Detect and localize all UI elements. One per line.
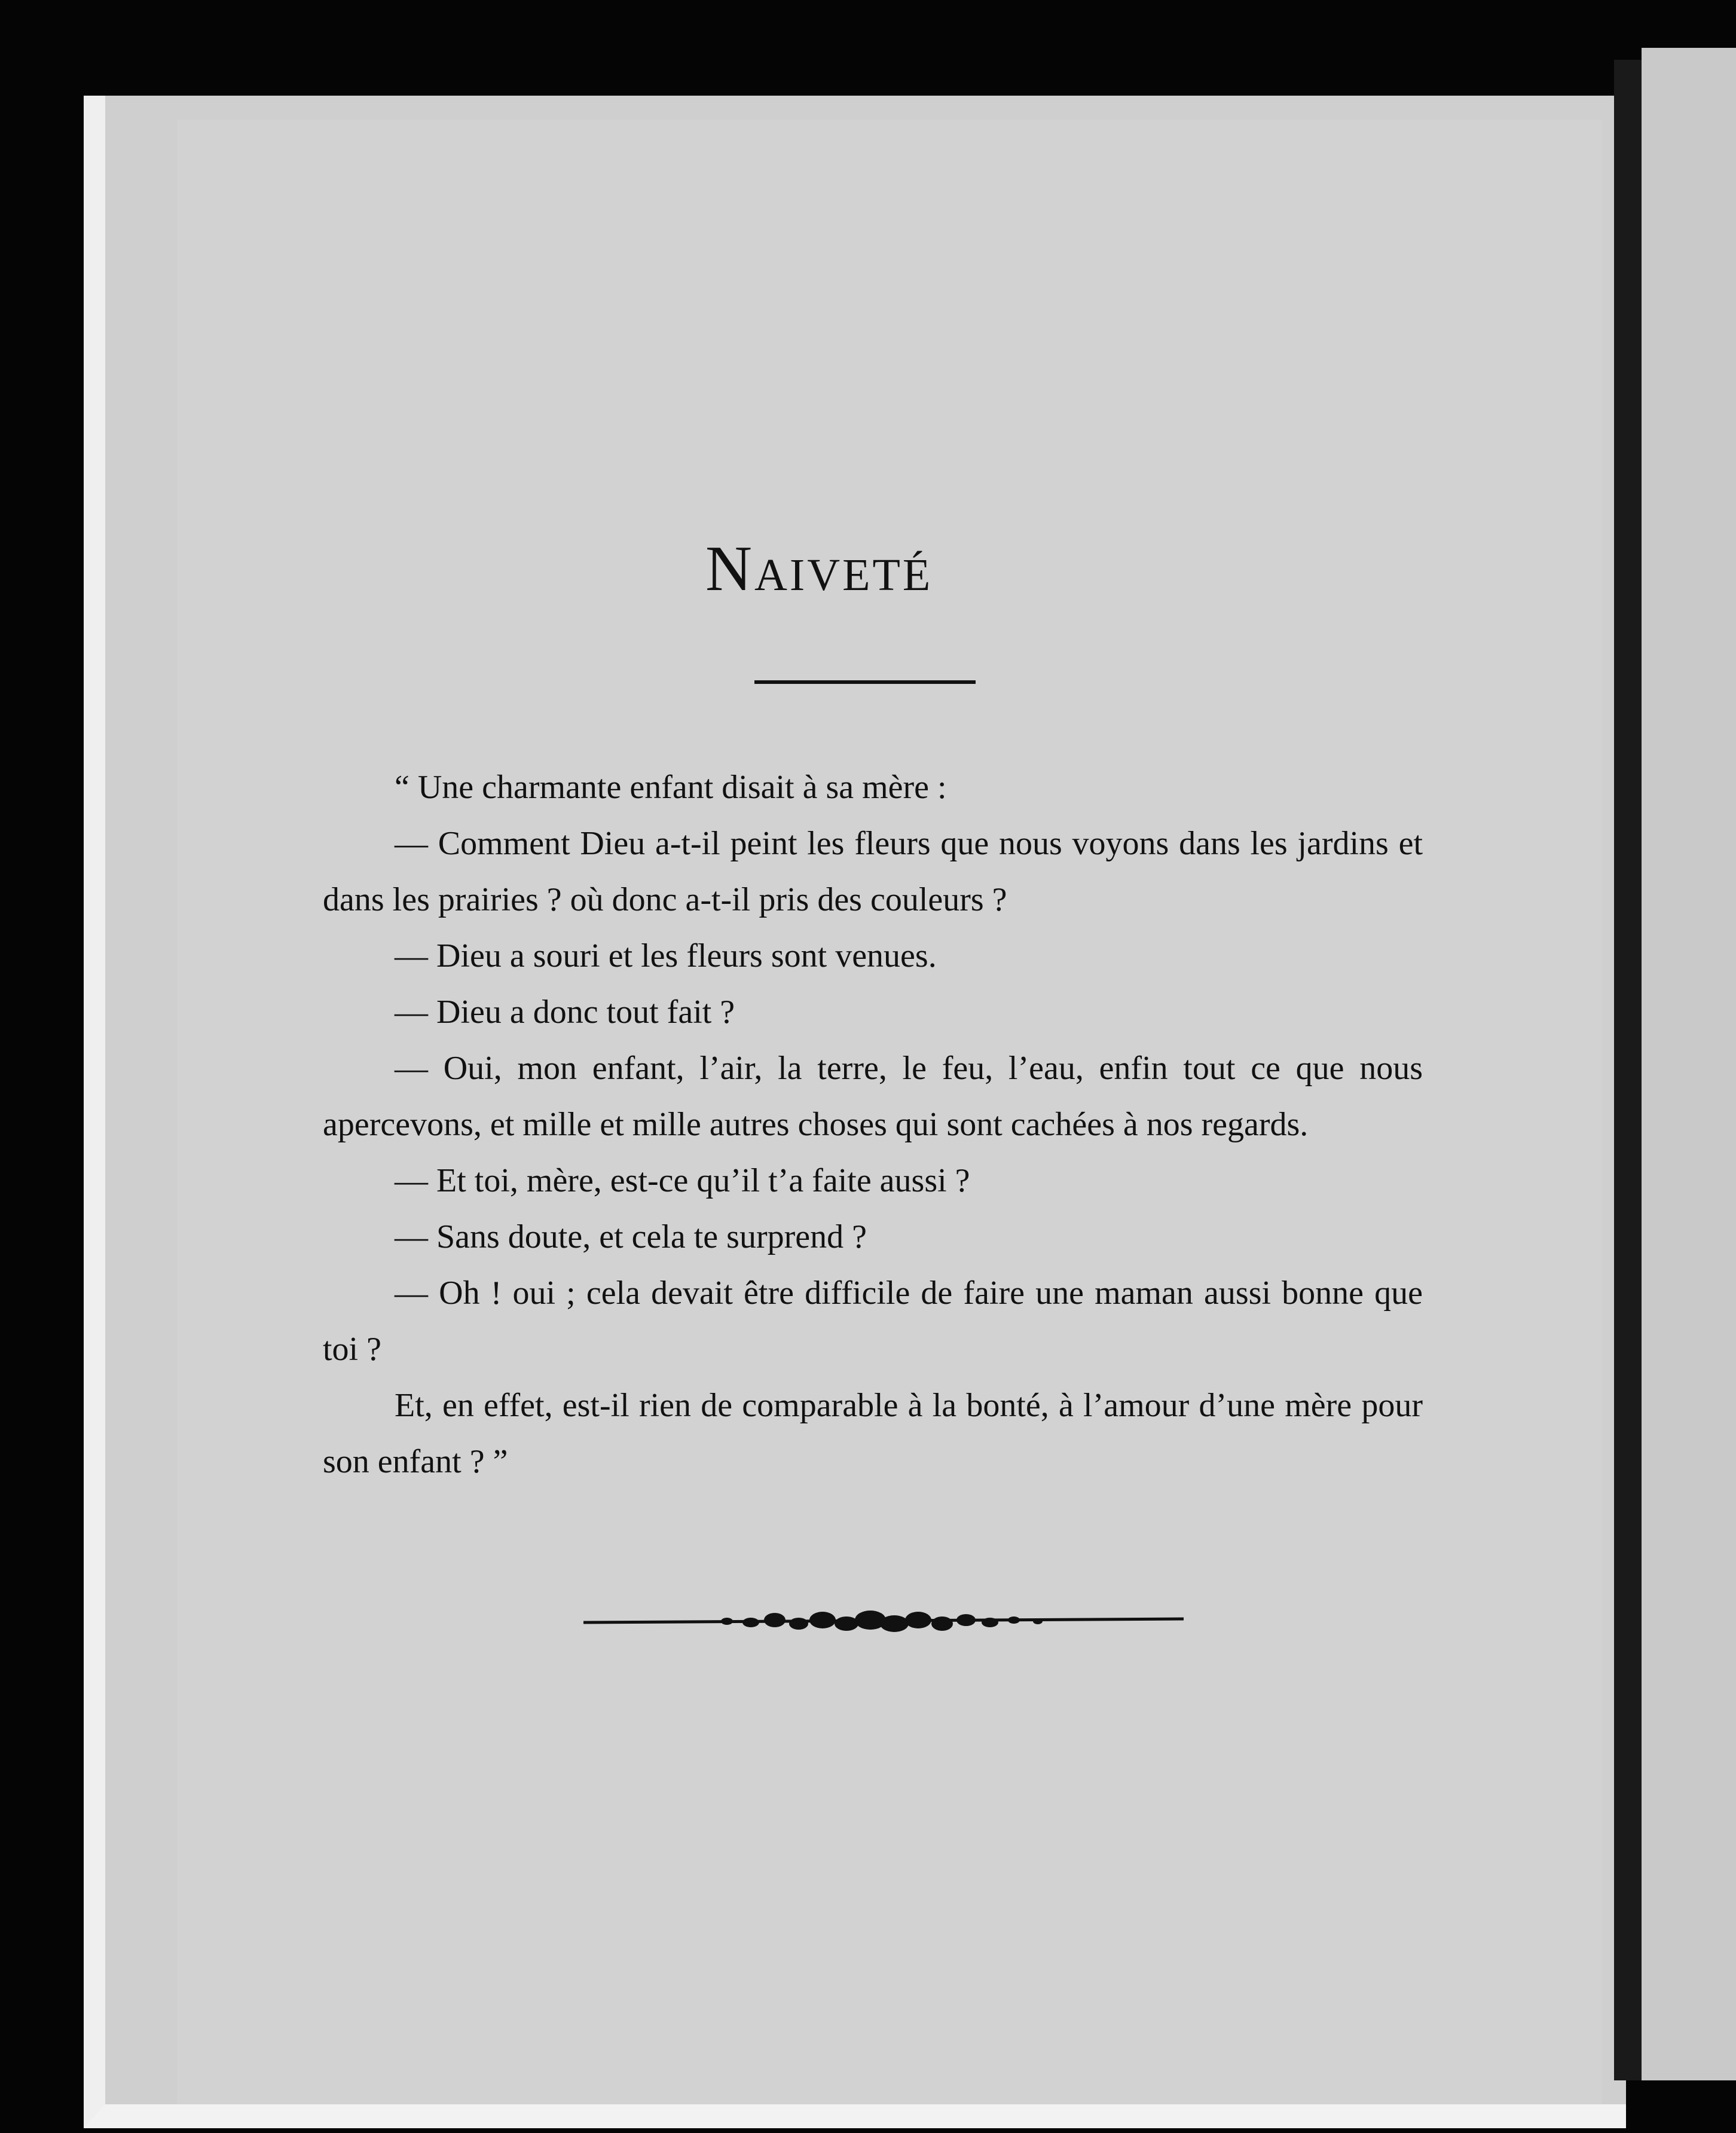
paragraph: — Dieu a souri et les fleurs sont venues. [395,937,937,974]
paragraph: — Comment Dieu a-t-il peint les fleurs que nous voyons dans les jardins et dans les prairies ? où donc a-t-il pris des couleurs ? [323,825,1423,918]
paragraph: — Oui, mon enfant, l’air, la terre, le feu, l’eau, enfin tout ce que nous apercevons, et mille et mille autres choses qui sont cachées à nos regards. [323,1050,1423,1143]
title-rule [754,680,976,684]
paragraph: — Dieu a donc tout fait ? [395,994,735,1031]
paragraph: — Sans doute, et cela te surprend ? [395,1218,867,1255]
book-spine [1614,60,1642,2080]
facing-page-edge [1642,48,1736,2080]
page-title: Naiveté [705,533,933,604]
paragraph: — Oh ! oui ; cela devait être difficile de faire une maman aussi bonne que toi ? [323,1275,1423,1368]
ornament-divider-icon [583,1602,1184,1644]
paragraph: — Et toi, mère, est-ce qu’il t’a faite aussi ? [395,1162,970,1199]
paragraph: “ Une charmante enfant disait à sa mère : [395,769,947,806]
paragraph: Et, en effet, est-il rien de comparable à la bonté, à l’amour d’une mère pour son enfant ? ” [323,1387,1423,1480]
story-text [323,759,1423,1490]
